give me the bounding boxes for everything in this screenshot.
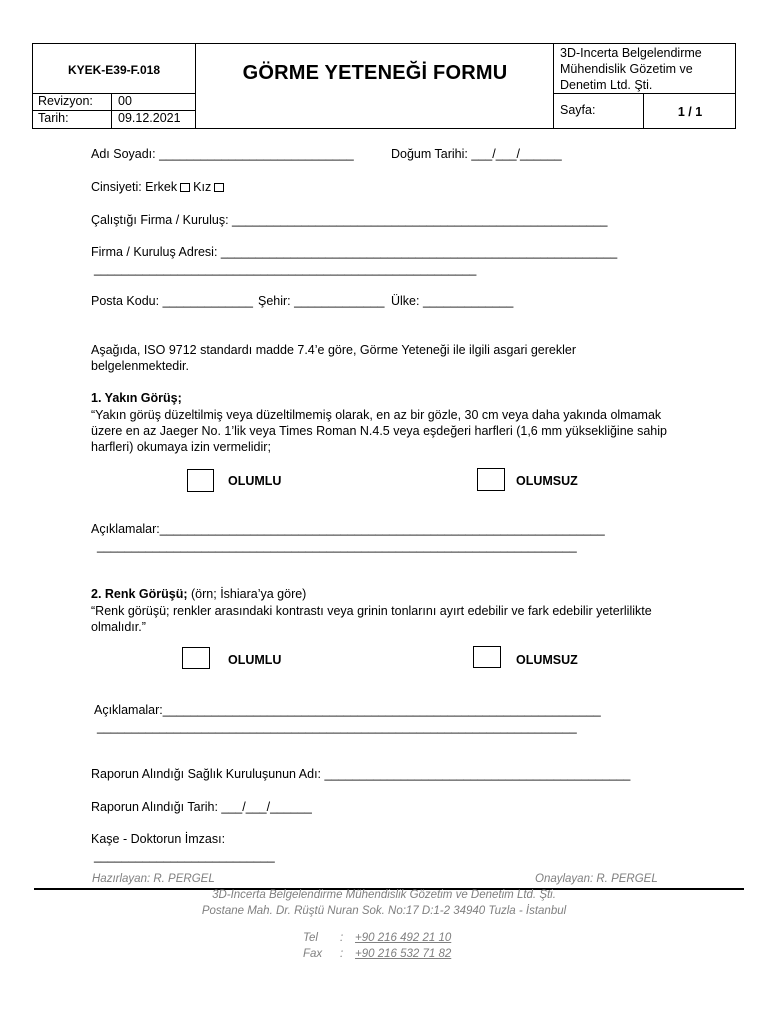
section2-negative-checkbox[interactable] bbox=[473, 646, 501, 668]
company-line: Denetim Ltd. Şti. bbox=[560, 78, 653, 92]
stamp-signature-line[interactable]: __________________________ bbox=[94, 849, 275, 863]
postal-code-field[interactable]: Posta Kodu: _____________ bbox=[91, 294, 253, 308]
section1-heading: 1. Yakın Görüş; bbox=[91, 391, 182, 405]
footer-address: Postane Mah. Dr. Rüştü Nuran Sok. No:17 D:1-2 34940 Tuzla - İstanbul bbox=[201, 905, 567, 917]
fax-link[interactable]: +90 216 532 71 82 bbox=[355, 948, 452, 960]
section2-positive-label: OLUMLU bbox=[228, 653, 282, 667]
form-code: KYEK-E39-F.018 bbox=[67, 63, 161, 77]
intro-text bbox=[91, 342, 576, 374]
page-label: Sayfa: bbox=[560, 103, 596, 117]
approved-by: Onaylayan: R. PERGEL bbox=[535, 873, 658, 885]
report-institution-field[interactable]: Raporun Alındığı Sağlık Kuruluşunun Adı: ____________________________________________ bbox=[91, 767, 631, 781]
section1-line: “Yakın görüş düzeltilmiş veya düzeltilmemiş olarak, en az bir gözle, 30 cm veya daha yakında olmamak bbox=[91, 408, 662, 422]
tel-label: Tel bbox=[303, 932, 318, 944]
date-label: Tarih: bbox=[38, 111, 69, 125]
fax-sep: : bbox=[340, 948, 344, 960]
country-field[interactable]: Ülke: _____________ bbox=[391, 294, 514, 308]
page-title: GÖRME YETENEĞİ FORMU bbox=[242, 62, 508, 84]
section2-line: “Renk görüşü; renkler arasındaki kontrastı veya grinin tonlarını ayırt edebilir ve fark edebilir yeterlilikte bbox=[91, 604, 652, 618]
section1-positive-checkbox[interactable] bbox=[187, 469, 214, 492]
revision-value: 00 bbox=[118, 94, 132, 108]
section2-negative-label: OLUMSUZ bbox=[516, 653, 578, 667]
section1-line: harfleri) okumaya izin vermelidir; bbox=[91, 440, 271, 454]
company-name-block bbox=[560, 45, 702, 93]
section1-comments-line-2[interactable]: _____________________________________________________________________ bbox=[97, 539, 577, 553]
female-label: Kız bbox=[193, 180, 212, 194]
footer-company: 3D-Incerta Belgelendirme Mühendislik Gözetim ve Denetim Ltd. Şti. bbox=[212, 889, 556, 901]
gender-label: Cinsiyeti: Erkek bbox=[91, 180, 178, 194]
intro-line: belgelenmektedir. bbox=[91, 359, 189, 373]
date-value: 09.12.2021 bbox=[118, 111, 181, 125]
prepared-by: Hazırlayan: R. PERGEL bbox=[92, 873, 215, 885]
address-field[interactable]: Firma / Kuruluş Adresi: _________________________________________________________ bbox=[91, 245, 618, 259]
section2-heading-note: (örn; İshiara’ya göre) bbox=[187, 587, 307, 601]
name-field[interactable]: Adı Soyadı: ____________________________ bbox=[91, 147, 354, 161]
section1-text bbox=[91, 407, 667, 455]
city-field[interactable]: Şehir: _____________ bbox=[258, 294, 385, 308]
company-field[interactable]: Çalıştığı Firma / Kuruluş: ______________________________________________________ bbox=[91, 213, 608, 227]
section1-comments-field[interactable]: Açıklamalar:________________________________________________________________ bbox=[91, 522, 605, 536]
page-value: 1 / 1 bbox=[677, 105, 703, 119]
section2-heading: 2. Renk Görüşü; bbox=[91, 587, 188, 601]
section1-line: üzere en az Jaeger No. 1’lik veya Times Roman N.4.5 veya eşdeğeri harfleri (1,6 mm yüksekliğine sahip bbox=[91, 424, 667, 438]
section1-negative-label: OLUMSUZ bbox=[516, 474, 578, 488]
address-line-2[interactable]: _______________________________________________________ bbox=[94, 262, 477, 276]
company-line: 3D-Incerta Belgelendirme bbox=[560, 46, 702, 60]
report-date-field[interactable]: Raporun Alındığı Tarih: ___/___/______ bbox=[91, 800, 312, 814]
section2-positive-checkbox[interactable] bbox=[182, 647, 210, 669]
section1-positive-label: OLUMLU bbox=[228, 474, 282, 488]
section2-heading-row bbox=[91, 587, 306, 601]
female-checkbox[interactable] bbox=[214, 183, 224, 192]
form-header bbox=[32, 43, 736, 129]
section1-negative-checkbox[interactable] bbox=[477, 468, 505, 491]
stamp-signature-label: Kaşe - Doktorun İmzası: bbox=[91, 832, 226, 846]
company-line: Mühendislik Gözetim ve bbox=[560, 62, 693, 76]
tel-sep: : bbox=[340, 932, 344, 944]
section2-comments-field[interactable]: Açıklamalar:_______________________________________________________________ bbox=[94, 703, 601, 717]
gender-field bbox=[91, 180, 227, 194]
section2-line: olmalıdır.” bbox=[91, 620, 146, 634]
fax-label: Fax bbox=[303, 948, 323, 960]
intro-line: Aşağıda, ISO 9712 standardı madde 7.4’e göre, Görme Yeteneği ile ilgili asgari gerekler bbox=[91, 343, 577, 357]
revision-label: Revizyon: bbox=[38, 94, 93, 108]
birth-date-field[interactable]: Doğum Tarihi: ___/___/______ bbox=[391, 147, 562, 161]
tel-link[interactable]: +90 216 492 21 10 bbox=[355, 932, 452, 944]
male-checkbox[interactable] bbox=[180, 183, 190, 192]
section2-text bbox=[91, 603, 652, 635]
section2-comments-line-2[interactable]: _____________________________________________________________________ bbox=[97, 720, 577, 734]
